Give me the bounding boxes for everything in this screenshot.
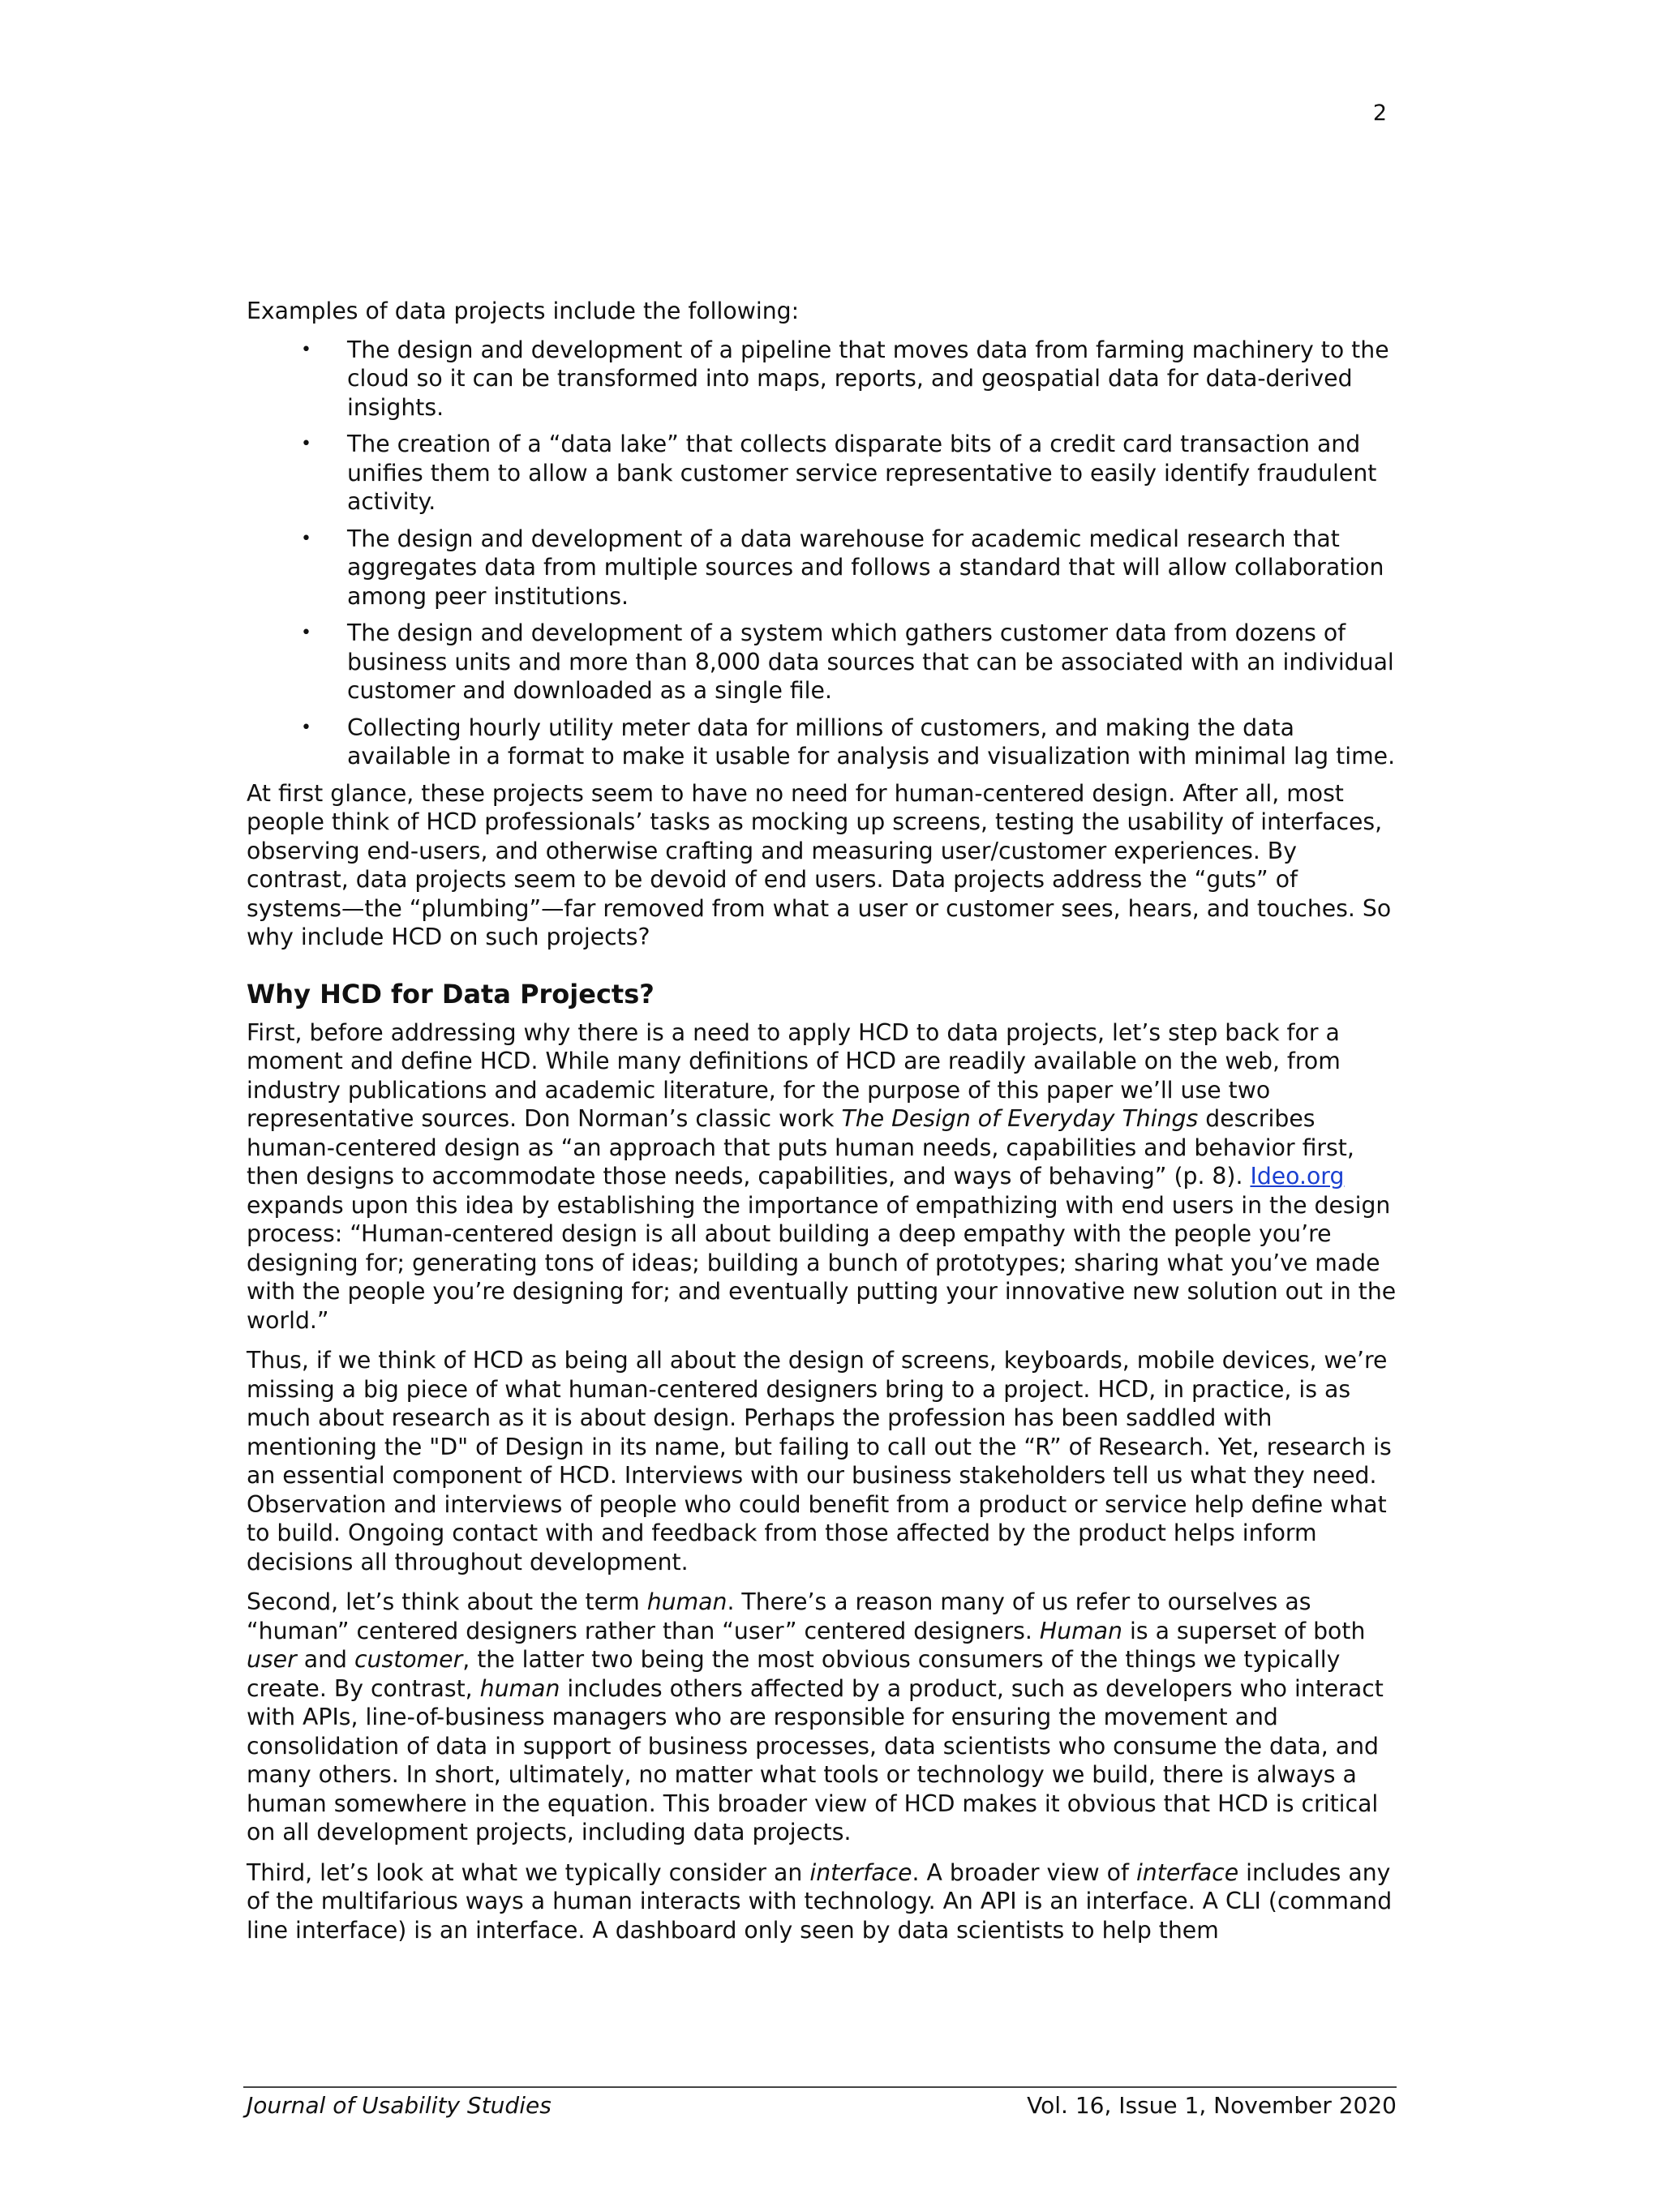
paragraph-text: includes others affected by a product, such as developers who interact with APIs, line-of-business managers who are responsible for ensuring the movement and consolidation of data in support of business processes, data scientists who consume the data, and many others. In short, ultimately, no matter what tools or technology we build, there is always a human somewhere in the equation. This broader view of HCD makes it obvious that HCD is critical on all development projects, including data projects. (247, 1674, 1384, 1845)
emphasis-term: human (646, 1588, 727, 1615)
paragraph-text: Second, let’s think about the term (247, 1588, 647, 1615)
issue-info: Vol. 16, Issue 1, November 2020 (1027, 2092, 1397, 2119)
emphasis-term: interface (1135, 1858, 1239, 1886)
list-item-text: The design and development of a system which gathers customer data from dozens of business units and more than 8,000 data sources that can be associated with an individual customer and downloaded as a single file. (347, 619, 1394, 704)
bullet-icon: • (301, 528, 311, 549)
list-item (301, 336, 1397, 422)
list-item-text: The creation of a “data lake” that collects disparate bits of a credit card transaction and unifies them to allow a bank customer service representative to easily identify fraudulent activity. (347, 431, 1377, 515)
page-number: 2 (1372, 101, 1387, 126)
paragraph-first-glance: At first glance, these projects seem to have no need for human-centered design. After all, most people think of HCD professionals’ tasks as mocking up screens, testing the usability of interfaces, observing end-users, and otherwise crafting and measuring user/customer experiences. By contrast, data projects seem to be devoid of end users. Data projects address the “guts” of systems—the “plumbing”—far removed from what a user or customer sees, hears, and touches. So why include HCD on such projects? (247, 779, 1392, 950)
list-item-text: Collecting hourly utility meter data for millions of customers, and making the data available in a format to make it usable for analysis and visualization with minimal lag time. (347, 714, 1396, 769)
paragraph-text: expands upon this idea by establishing the importance of empathizing with end users in the design process: “Human-centered design is all about building a deep empathy with the people you’re designing for; generating tons of ideas; building a bunch of prototypes; sharing what you’ve made with the people you’re designing for; and eventually putting your innovative new solution out in the world.” (247, 1191, 1397, 1334)
paragraph-define-hcd (247, 1018, 1397, 1335)
article-body (247, 297, 1397, 1956)
list-item (301, 430, 1397, 517)
footer-divider (243, 2086, 1397, 2088)
paragraph-text: includes any of the multifarious ways a human interacts with technology. An API is an interface. A CLI (command line interface) is an interface. A dashboard only seen by data scientists to help them (247, 1858, 1393, 1944)
journal-name: Journal of Usability Studies (247, 2092, 552, 2119)
bullet-icon: • (301, 339, 311, 360)
list-item-text: The design and development of a pipeline that moves data from farming machinery to the cloud so it can be transformed into maps, reports, and geospatial data for data-derived insights. (347, 336, 1389, 421)
paragraph-interface (247, 1858, 1397, 1945)
paragraph-text: First, before addressing why there is a need to apply HCD to data projects, let’s step back for a moment and define HCD. While many definitions of HCD are readily available on the web, from industry publications and academic literature, for the purpose of this paper we’ll use two representative sources. Don Norman’s classic work (247, 1018, 1341, 1132)
emphasis-term: Human (1039, 1617, 1122, 1644)
bullet-icon: • (301, 623, 311, 643)
paragraph-text: is a superset of both (1122, 1617, 1366, 1644)
examples-list (247, 336, 1397, 771)
paragraph-text: Third, let’s look at what we typically consider an (247, 1858, 810, 1886)
bullet-icon: • (301, 434, 311, 454)
paragraph-text: describes human-centered design as “an approach that puts human needs, capabilities and behavior first, then designs to accommodate those needs, capabilities, and ways of behaving” (p. 8). (247, 1105, 1354, 1190)
paragraph-text: , the latter two being the most obvious consumers of the things we typically create. By contrast, (247, 1646, 1341, 1702)
emphasis-term: human (479, 1674, 560, 1702)
paragraph-text: and (296, 1646, 354, 1673)
paragraph-text: . A broader view of (912, 1858, 1136, 1886)
section-heading: Why HCD for Data Projects? (247, 978, 655, 1010)
bullet-icon: • (301, 717, 311, 738)
list-item (301, 525, 1397, 611)
book-title: The Design of Everyday Things (841, 1105, 1199, 1132)
list-item-text: The design and development of a data warehouse for academic medical research that aggregates data from multiple sources and follows a standard that will allow collaboration among peer institutions. (347, 525, 1384, 610)
paragraph-text: . There’s a reason many of us refer to ourselves as “human” centered designers rather than “user” centered designers. (247, 1588, 1311, 1644)
examples-intro: Examples of data projects include the following: (247, 298, 800, 324)
emphasis-term: user (247, 1646, 297, 1673)
page-footer (247, 2092, 1397, 2120)
list-item (301, 714, 1397, 771)
emphasis-term: interface (809, 1858, 912, 1886)
paragraph-human (247, 1588, 1397, 1847)
list-item (301, 619, 1397, 705)
ideo-link[interactable]: Ideo.org (1250, 1163, 1345, 1190)
emphasis-term: customer (354, 1646, 463, 1673)
paragraph-research: Thus, if we think of HCD as being all about the design of screens, keyboards, mobile devices, we’re missing a big piece of what human-centered designers bring to a project. HCD, in practice, is as much about research as it is about design. Perhaps the profession has been saddled with mentioning the "D" of Design in its name, but failing to call out the “R” of Research. Yet, research is an essential component of HCD. Interviews with our business stakeholders tell us what they need. Observation and interviews of people who could benefit from a product or service help define what to build. Ongoing contact with and feedback from those affected by the product helps inform decisions all throughout development. (247, 1347, 1392, 1575)
